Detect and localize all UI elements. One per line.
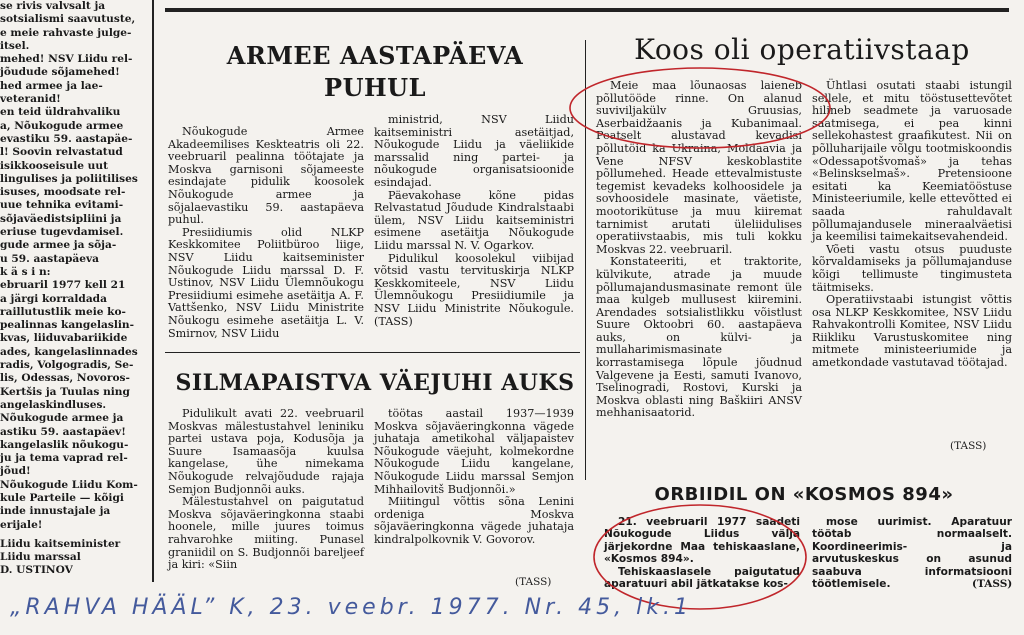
left-fragment-line: astiku 59. aastapäev! (0, 425, 126, 438)
article1-title-line1: ARMEE AASTAPÄEVA (226, 41, 524, 70)
left-fragment-line: l! Soovin relvastatud (0, 146, 123, 159)
left-signature-rank: Liidu marssal (0, 551, 81, 564)
paragraph: Operatiivstaabi istungist võttis osa NLKP Keskkomitee, NSV Liidu Rahvakontrolli Komitee, NSV Liidu Riikliku Varustuskomitee ning mitmete ministeeriumide ja ametkondade vastutavad töötajad. (812, 293, 1012, 370)
paragraph: töötas aastail 1937—1939 Moskva sõjaväeringkonna vägede juhataja ametikohal väljapaistev Nõukogude väejuht, kolmekordne Nõukogude Liidu kangelane, Nõukogude Liidu marssal Semjon Mihhailovitš Budjonnõi.» (374, 407, 574, 496)
left-fragment-line: inde innustajale ja (0, 505, 111, 518)
paragraph: Meie maa lõunaosas laieneb põllutööde rinne. On alanud suviviljakülv Gruusias, Aserbaidžaanis ja Kubanimaal. Peatselt alustavad kevadisi põllutöid ka Ukraina, Moldaavia ja Vene NFSV keskoblastite põllumehed. Heade ettevalmistuste tegemist kevadeks kolhoosidele ja sovhoosidele masinate, väetiste, mootorikütuse ja muu kiiremat tarnimist arutati üleliidulises operatiivstaabis, mis tuli kokku Moskvas 22. veebruaril. (596, 79, 802, 256)
paragraph: Pidulikul koosolekul viibijad võtsid vastu tervituskirja NLKP Keskkomiteele, NSV Liidu Ülemnõukogu Presiidiumile ja NSV Liidu Ministrite Nõukogule. (TASS) (374, 251, 574, 328)
left-fragment-line: Nõukogude Liidu Kom- (0, 478, 138, 491)
paragraph: Võeti vastu otsus puuduste kõrvaldamiseks ja põllumajanduse kõigi tellimuste tingimusteta täitmiseks. (812, 242, 1012, 294)
left-fragment-line: uue tehnika evitami- (0, 199, 124, 212)
paragraph: Mälestustahvel on paigutatud Moskva sõjaväeringkonna staabi hoonele, mille juures toimus rahvarohke miiting. Punasel graniidil on S. Budjonnõi bareljeef ja kiri: «Siin (168, 495, 364, 572)
left-fragment-line: itsel. (0, 39, 30, 52)
left-fragment-line: se rivis valvsalt ja (0, 0, 106, 12)
paragraph: Presiidiumis olid NLKP Keskkomitee Poliitbüroo liige, NSV Liidu kaitseminister Nõukogude Liidu marssal D. F. Ustinov, NSV Liidu Ülemnõukogu Presiidiumi esimehe asetäitja A. F. Vattšenko, NSV Liidu Ministrite Nõukogu esimehe asetäitja L. V. Smirnov, NSV Liidu (168, 225, 364, 340)
left-fragment-line: sõjaväedistsipliini ja (0, 212, 122, 225)
article1-title-line2: PUHUL (324, 73, 426, 102)
left-fragment-line: evastiku 59. aastapäe- (0, 132, 133, 145)
left-fragment-line: pealinnas kangelaslin- (0, 319, 135, 332)
paragraph: ministrid, NSV Liidu kaitseministri asetäitjad, Nõukogude Liidu ja väeliikide marssalid ning partei- ja nõukogude organisatsioonide esindajad. (374, 113, 574, 189)
left-fragment-line: e meie rahvaste julge- (0, 26, 132, 39)
paragraph: 21. veebruaril 1977 saadeti Nõukogude Liidus välja järjekordne Maa tehiskaaslane, «Kosmos 894». (604, 516, 800, 566)
left-fragment-line: Kertšis ja Tuulas ning (0, 385, 130, 398)
left-fragment-line: en teid üldrahvaliku (0, 106, 121, 119)
left-fragment-line: raillutustlik meie ko- (0, 305, 126, 318)
left-fragment-line: a järgi korraldada (0, 292, 107, 305)
handwritten-source-note: „RAHVA HÄÄL” K, 23. veebr. 1977. Nr. 45, lk.1 (10, 595, 692, 620)
left-fragment-line: ebruaril 1977 kell 21 (0, 279, 126, 292)
paragraph: Ühtlasi osutati staabi istungil sellele, et mitu tööstusettevõtet hilineb seadmete ja varuosade saatmisega, ei pea kinni sellekohastest graafikutest. Nii on põlluharijaile võlgu tootmiskoondis «Odessapotšvomaš» ja tehas «Belinskselmaš». Pretensioone esitati ka Keemiatööstuse Ministeeriumile, kelle ettevõtted ei saada rahuldavalt põllumajandusele mineraalväetisi ja keemilisi taimekaitsevahendeid. (812, 79, 1012, 244)
left-fragment-line: veteranid! (0, 93, 61, 106)
left-fragment-line: isuses, moodsate rel- (0, 186, 126, 199)
left-fragment-line: sotsialismi saavutuste, (0, 13, 136, 26)
left-fragment-line: Nõukogude armee ja (0, 412, 124, 425)
left-fragment-line: radis, Volgogradis, Se- (0, 359, 134, 372)
article3-title: Koos oli operatiivstaap (634, 33, 970, 66)
left-signature-name: D. USTINOV (0, 564, 73, 577)
left-signature-title: Liidu kaitseminister (0, 537, 121, 550)
left-fragment-line: erijale! (0, 518, 43, 531)
paragraph: Pidulikult avati 22. veebruaril Moskvas mälestustahvel leniniku partei ustava poja, Kodusõja ja Suure Isamaasõja kuulsa kangelase, ühe nimekama Nõukogude relvajõudude rajaja Semjon Budjonnõi auks. (168, 407, 364, 496)
left-fragment-line: eriuse tugevdamisel. (0, 226, 124, 239)
left-fragment-line: kule Parteile — kõigi (0, 491, 124, 504)
left-fragment-line: jõud! (0, 465, 31, 478)
left-fragment-line: k ä s i n: (0, 265, 51, 278)
left-fragment-line: isikkooseisule uut (0, 159, 108, 172)
left-fragment-line: hed armee ja lae- (0, 79, 103, 92)
paragraph: Päevakohase kõne pidas Relvastatud Jõudude Kindralstaabi ülem, NSV Liidu kaitseministri esimene asetäitja Nõukogude Liidu marssal N. V. Ogarkov. (374, 188, 574, 252)
left-fragment-line: mehed! NSV Liidu rel- (0, 53, 133, 66)
left-fragment-line: ju ja tema vaprad rel- (0, 452, 128, 465)
article2-source: (TASS) (515, 576, 552, 588)
paragraph: Miitingul võttis sõna Lenini ordeniga Moskva sõjaväeringkonna vägede juhataja kindralpolkovnik V. Govorov. (374, 495, 574, 546)
article2-title: SILMAPAISTVA VÄEJUHI AUKS (175, 370, 575, 396)
left-fragment-line: kangelaslik nõukogu- (0, 438, 129, 451)
left-fragment-line: ades, kangelaslinnades (0, 345, 138, 358)
left-fragment-line: u 59. aastapäeva (0, 252, 99, 265)
paragraph: mose uurimist. Aparatuur töötab normaalselt. Koordineerimis- ja arvutuskeskus on asunud saabuva informatsiooni töötlemisele. (812, 516, 1012, 591)
paragraph: Tehiskaaslasele paigutatud aparatuuri abil jätkatakse kos- (604, 565, 800, 591)
article3-source: (TASS) (950, 440, 987, 452)
left-fragment-line: angelaskindluses. (0, 398, 107, 411)
left-fragment-line: gude armee ja sõja- (0, 239, 117, 252)
red-ellipse-operational-staff (570, 68, 830, 148)
article4-title: ORBIIDIL ON «KOSMOS 894» (654, 484, 954, 505)
paragraph: Konstateeriti, et traktorite, külvikute, atrade ja muude põllumajandusmasinate remont üle maa kulgeb mullusest kiiremini. Arendades sotsialistlikku võistlust Suure Oktoobri 60. aastapäeva auks, on külvi- ja mullaharimismasinate korrastamisega lõpule jõudnud Valgevene ja Eesti, samuti Ivanovo, Tselinogradi, Rostovi, Kurski ja Moskva oblasti ning Baškiiri ANSV mehhanisaatorid. (596, 255, 802, 420)
left-fragment-line: lingulises ja poliitilises (0, 172, 138, 185)
article4-source: (TASS) (972, 578, 1013, 590)
left-fragment-line: a, Nõukogude armee (0, 119, 124, 132)
paragraph: Nõukogude Armee Akadeemilises Keskteatris oli 22. veebruaril pealinna töötajate ja Moskva garnisoni sõjameeste esindajate pidulik koosolek Nõukogude armee ja sõjalaevastiku 59. aastapäeva puhul. (168, 125, 364, 227)
left-fragment-line: kvas, liiduvabariikide (0, 332, 128, 345)
left-fragment-line: jõudude sõjamehed! (0, 66, 120, 79)
left-fragment-line: lis, Odessas, Novoros- (0, 372, 130, 385)
